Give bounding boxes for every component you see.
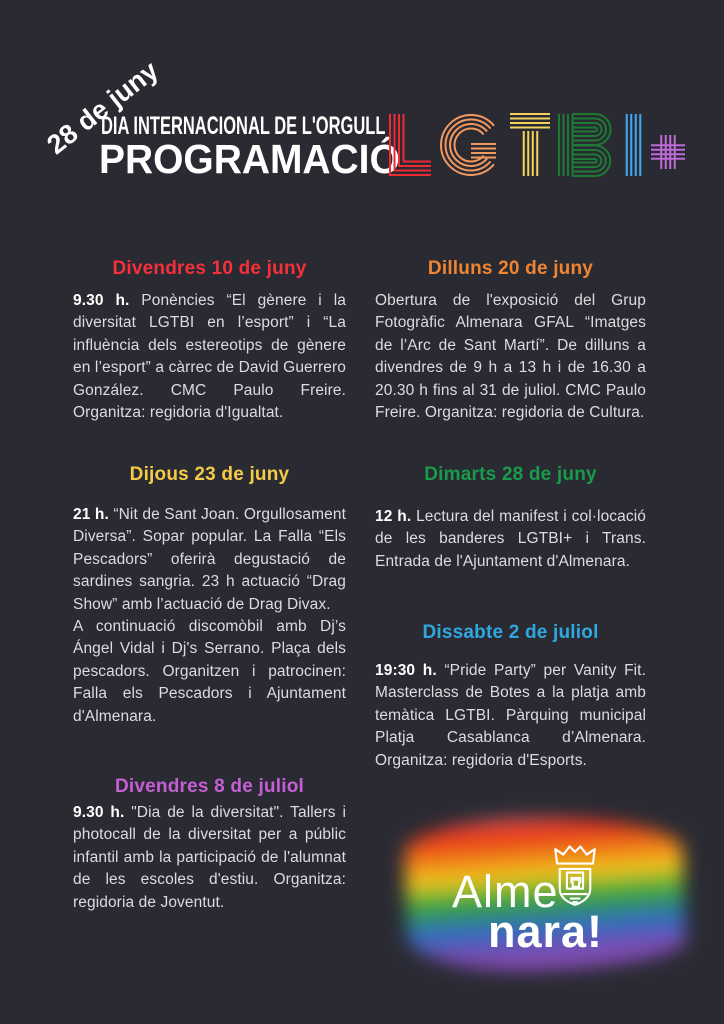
event-heading: Dijous 23 de juny xyxy=(129,464,290,485)
event-text: Ponències “El gènere i la diversitat LGTBI en l’esport” i “La influència dels estereotips de gènere en l’esport” a càrrec de David Guerrero González. CMC Paulo Freire. Organitza: regidoria d'Igualtat. xyxy=(73,292,346,422)
event-block-divendres-10-juny xyxy=(73,258,346,424)
event-body xyxy=(375,290,646,424)
event-text-2: A continuació discomòbil amb Dj’s Ángel Vidal i Dj's Serrano. Plaça dels pescadors. Organitzen i patrocinen: Falla els Pescadors i Ajuntament d'Almenara. xyxy=(73,618,346,725)
flag-wordmark-line2: nara! xyxy=(488,906,604,957)
event-block-dissabte-2-juliol xyxy=(375,622,646,772)
event-time: 12 h. xyxy=(375,508,412,525)
event-block-dijous-23-juny xyxy=(73,464,346,728)
event-body xyxy=(73,504,346,728)
event-heading: Divendres 10 de juny xyxy=(112,258,307,279)
corner-date: 28 de juny xyxy=(41,55,164,161)
event-text: Lectura del manifest i col·locació de les banderes LGTBI+ i Trans. Entrada de l'Ajuntament d'Almenara. xyxy=(375,508,646,570)
event-body xyxy=(73,802,346,914)
almenara-crest-icon xyxy=(548,842,602,917)
event-heading: Divendres 8 de juliol xyxy=(115,776,304,797)
event-time: 9.30 h. xyxy=(73,804,125,821)
event-heading: Dilluns 20 de juny xyxy=(427,258,594,279)
logo-letter-b xyxy=(557,113,617,177)
logo-letter-l xyxy=(388,113,432,177)
almenara-rainbow-flag-logo xyxy=(400,810,690,980)
event-time: 9.30 h. xyxy=(73,292,130,309)
event-text: "Dia de la diversitat". Tallers i photocall de la diversitat per a públic infantil amb la participació de l'alumnat de les escoles d'estiu. Organitza: regidoria de Joventut. xyxy=(73,804,346,911)
event-body xyxy=(375,660,646,772)
logo-letter-i xyxy=(624,113,644,177)
event-heading: Dissabte 2 de juliol xyxy=(422,622,599,643)
event-heading: Dimarts 28 de juny xyxy=(424,464,597,485)
poster-subtitle: DIA INTERNACIONAL DE L'ORGULL xyxy=(101,112,386,140)
event-body xyxy=(73,290,346,424)
event-text: “Pride Party” per Vanity Fit. Masterclass de Botes a la platja amb temàtica LGTBI. Pàrquing municipal Platja Casablanca d’Almenara. Organitza: regidoria d'Esports. xyxy=(375,662,646,769)
event-block-dimarts-28-juny xyxy=(375,464,646,573)
flag-wordmark-line1: Alme xyxy=(452,866,559,917)
event-time: 19:30 h. xyxy=(375,662,437,679)
event-text: Obertura de l'exposició del Grup Fotogràfic Almenara GFAL “Imatges de l’Arc de Sant Martí”. De dilluns a divendres de 9 h a 13 h i de 16.30 a 20.30 h fins al 31 de juliol. CMC Paulo Freire. Organitza: regidoria de Cultura. xyxy=(375,292,646,422)
logo-letter-t xyxy=(510,113,550,177)
poster-title: PROGRAMACIÓ xyxy=(99,136,400,182)
event-text: “Nit de Sant Joan. Orgullosament Diversa”. Sopar popular. La Falla “Els Pescadors” oferirà degustació de sardines sangria. 23 h actuació “Drag Show” amb l’actuació de Drag Divax. xyxy=(73,506,346,613)
event-block-dilluns-20-juny xyxy=(375,258,646,424)
event-block-divendres-8-juliol xyxy=(73,776,346,914)
logo-letter-plus xyxy=(651,135,685,169)
lgtbi-logotype xyxy=(388,113,685,177)
logo-letter-g xyxy=(439,113,503,177)
event-time: 21 h. xyxy=(73,506,109,523)
event-body xyxy=(375,506,646,573)
